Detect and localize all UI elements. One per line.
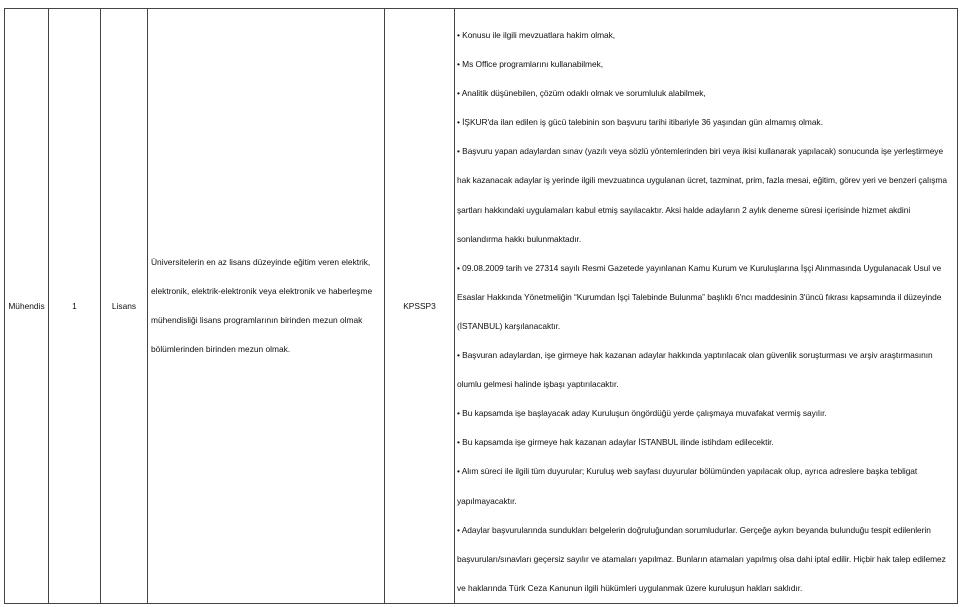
position-cell	[5, 9, 49, 604]
exam-type: KPSSP3	[403, 300, 436, 311]
requirement-item: • Bu kapsamda işe başlayacak aday Kuruluşun öngördüğü yerde çalışmaya muvafakat vermiş sayılır.	[457, 408, 827, 419]
requirement-item: • Konusu ile ilgili mevzuatlara hakim olmak,	[457, 30, 616, 40]
position-count: 1	[72, 300, 77, 311]
exam-cell	[385, 9, 455, 604]
requirements-list	[457, 21, 955, 603]
requirements-cell	[455, 9, 958, 604]
table-row	[5, 9, 958, 604]
requirement-item: • 09.08.2009 tarih ve 27314 sayılı Resmi Gazetede yayınlanan Kamu Kurum ve Kuruluşlarına İşçi Alınmasında Uygulanacak Usul ve Esaslar Hakkında Yönetmeliğin “Kurumdan İşçi Talebinde Bulunma” başlıklı 6'ncı maddesinin 3'üncü fıkrası kapsamında il düzeyinde (İSTANBUL) karşılanacaktır.	[457, 262, 942, 331]
job-posting-table	[4, 8, 958, 604]
education-level: Lisans	[111, 300, 137, 311]
requirement-item: • Başvuru yapan adaylardan sınav (yazılı veya sözlü yöntemlerinden biri veya ikisi kullanarak yapılacak) sonucunda işe yerleştirmeye hak kazanacak adaylar iş yerinde ilgili mevzuatınca uygulanan ücret, tazminat, prim, fazla mesai, eğitim, görev yeri ve benzeri çalışma şartları hakkındaki uygulamaları kabul etmiş sayılacaktır. Aksi halde adayların 2 aylık deneme süresi içerisinde hizmet akdini sonlandırma hakkı bulunmaktadır.	[457, 146, 947, 244]
requirement-item: • Alım süreci ile ilgili tüm duyurular; Kuruluş web sayfası duyurular bölümünden yapılacak olup, ayrıca adreslere başka tebligat yapılmayacaktır.	[457, 466, 918, 506]
qualification-cell	[148, 9, 385, 604]
requirement-item: • Analitik düşünebilen, çözüm odaklı olmak ve sorumluluk alabilmek,	[457, 88, 706, 99]
qualification-text: Üniversitelerin en az lisans düzeyinde eğitim veren elektrik, elektronik, elektrik-elektronik veya elektronik ve haberleşme mühendisliği lisans programlarının birinden mezun olmak bölümlerinden birinden mezun olmak.	[151, 256, 373, 354]
requirement-item: • Adaylar başvurularında sundukları belgelerin doğruluğundan sorumludurlar. Gerçeğe aykırı beyanda bulunduğu tespit edilenlerin başvuruları/sınavları geçersiz sayılır ve atamaları yapılmaz. Bunların atamaları yapılmış olsa dahi iptal edilir. Hiçbir hak talep edilemez ve haklarında Türk Ceza Kanunun ilgili hükümleri uygulanmak üzere kuruluşun hakları saklıdır.	[457, 524, 946, 593]
requirement-item: • Ms Office programlarını kullanabilmek,	[457, 59, 603, 70]
requirement-item: • Bu kapsamda işe girmeye hak kazanan adaylar İSTANBUL ilinde istihdam edilecektir.	[457, 437, 774, 448]
requirement-item: • Başvuran adaylardan, işe girmeye hak kazanan adaylar hakkında yaptırılacak olan güvenlik soruşturması ve arşiv araştırmasının olumlu gelmesi halinde işbaşı yaptırılacaktır.	[457, 350, 933, 390]
requirement-item: • İŞKUR'da ilan edilen iş gücü talebinin son başvuru tarihi itibariyle 36 yaşından gün almamış olmak.	[457, 117, 823, 128]
education-level-cell	[101, 9, 148, 604]
position-title: Mühendis	[8, 300, 45, 311]
count-cell	[49, 9, 101, 604]
